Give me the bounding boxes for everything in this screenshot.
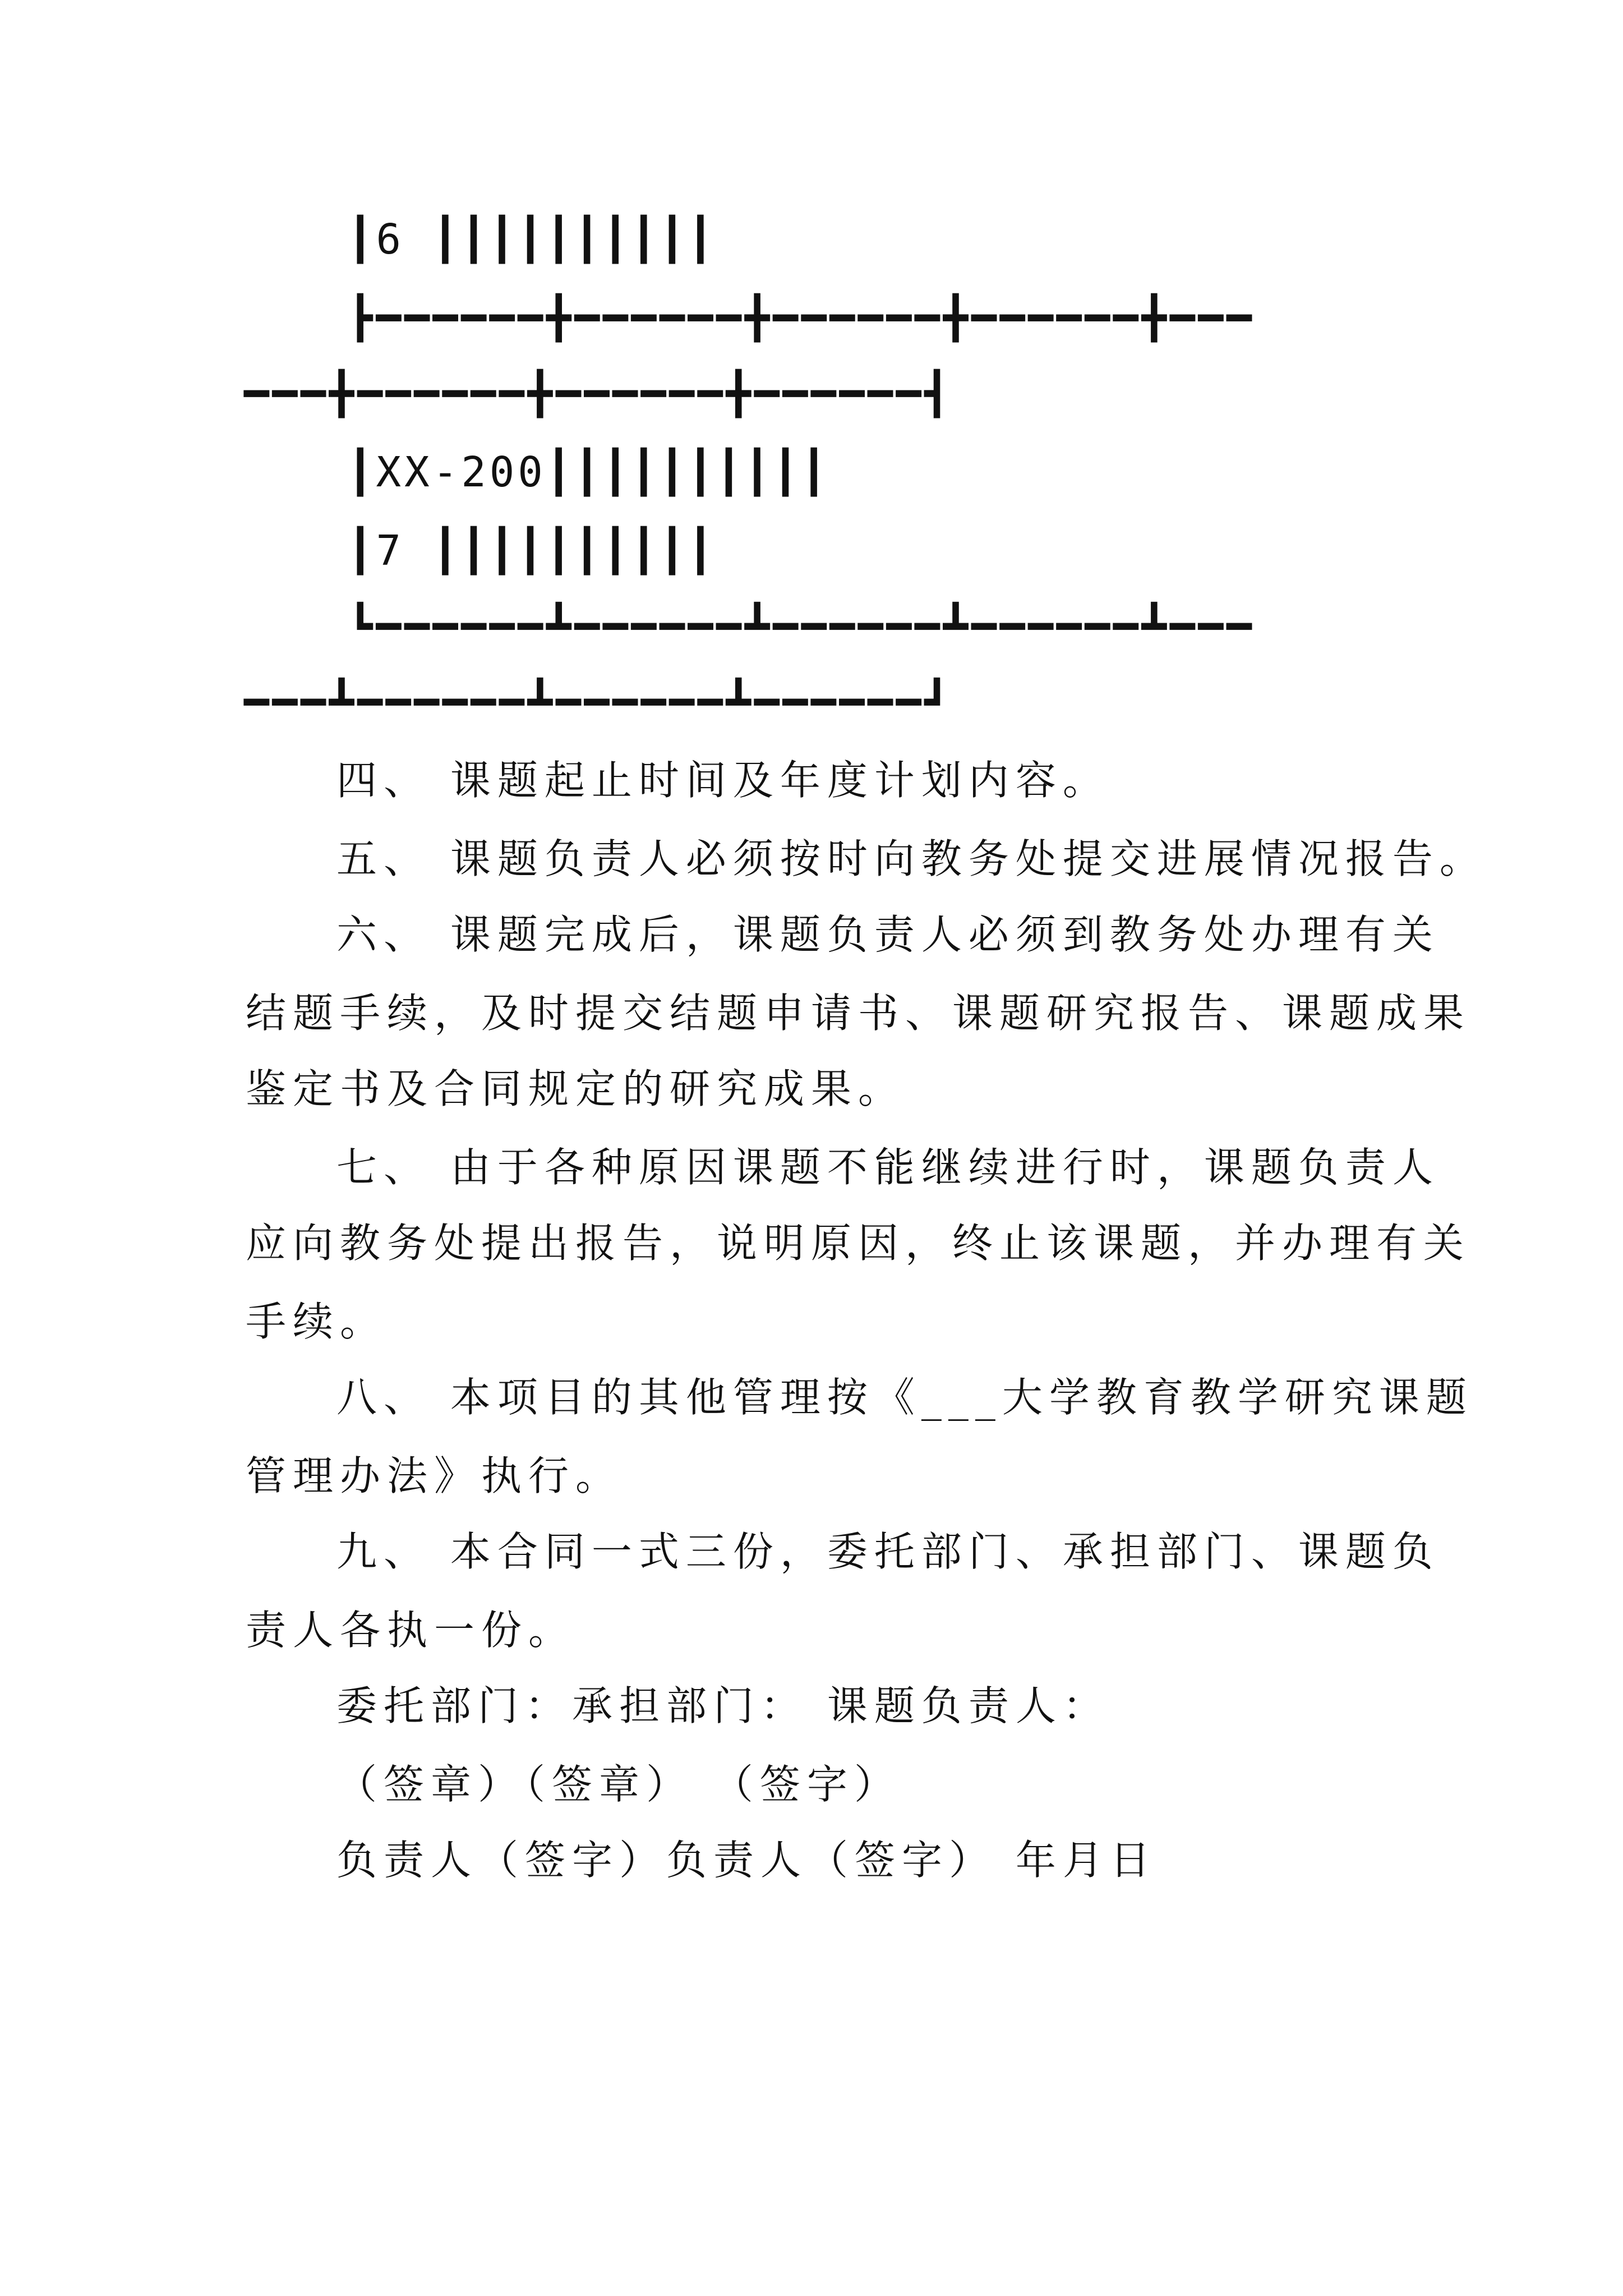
table-fragment-row-3: ━━━╋━━━━━━╋━━━━━━╋━━━━━━┫: [244, 370, 953, 418]
content-line-12: 责人各执一份。: [246, 1607, 576, 1654]
table-fragment-row-6: ┗━━━━━━┻━━━━━━┻━━━━━━┻━━━━━━┻━━━: [348, 602, 1255, 651]
table-fragment-row-1: ┃6 ┃┃┃┃┃┃┃┃┃┃: [348, 215, 717, 264]
content-line-6: 七、 由于各种原因课题不能继续进行时，课题负责人: [336, 1144, 1440, 1191]
content-line-13: 委托部门：承担部门： 课题负责人：: [336, 1682, 1110, 1729]
content-line-1: 四、 课题起止时间及年度计划内容。: [336, 757, 1110, 804]
content-line-9: 八、 本项目的其他管理按《___大学教育教学研究课题: [336, 1374, 1473, 1421]
table-fragment-row-5: ┃7 ┃┃┃┃┃┃┃┃┃┃: [348, 527, 717, 575]
table-fragment-row-2: ┣━━━━━━╋━━━━━━╋━━━━━━╋━━━━━━╋━━━: [348, 294, 1255, 342]
content-line-10: 管理办法》执行。: [246, 1452, 623, 1499]
content-line-3: 六、 课题完成后，课题负责人必须到教务处办理有关: [336, 911, 1440, 958]
table-fragment-row-7: ━━━┻━━━━━━┻━━━━━━┻━━━━━━┛: [244, 678, 953, 726]
content-line-5: 鉴定书及合同规定的研究成果。: [246, 1065, 906, 1112]
content-line-14: （签章）（签章） （签字）: [336, 1761, 901, 1808]
content-line-11: 九、 本合同一式三份，委托部门、承担部门、课题负: [336, 1528, 1440, 1575]
content-line-15: 负责人（签字）负责人（签字） 年月日: [336, 1837, 1157, 1884]
content-line-7: 应向教务处提出报告，说明原因，终止该课题，并办理有关: [246, 1220, 1471, 1267]
content-line-2: 五、 课题负责人必须按时向教务处提交进展情况报告。: [336, 835, 1487, 882]
content-line-4: 结题手续，及时提交结题申请书、课题研究报告、课题成果: [246, 990, 1471, 1037]
content-line-8: 手续。: [246, 1298, 388, 1345]
table-fragment-row-4: ┃XX-200┃┃┃┃┃┃┃┃┃┃: [348, 448, 830, 496]
